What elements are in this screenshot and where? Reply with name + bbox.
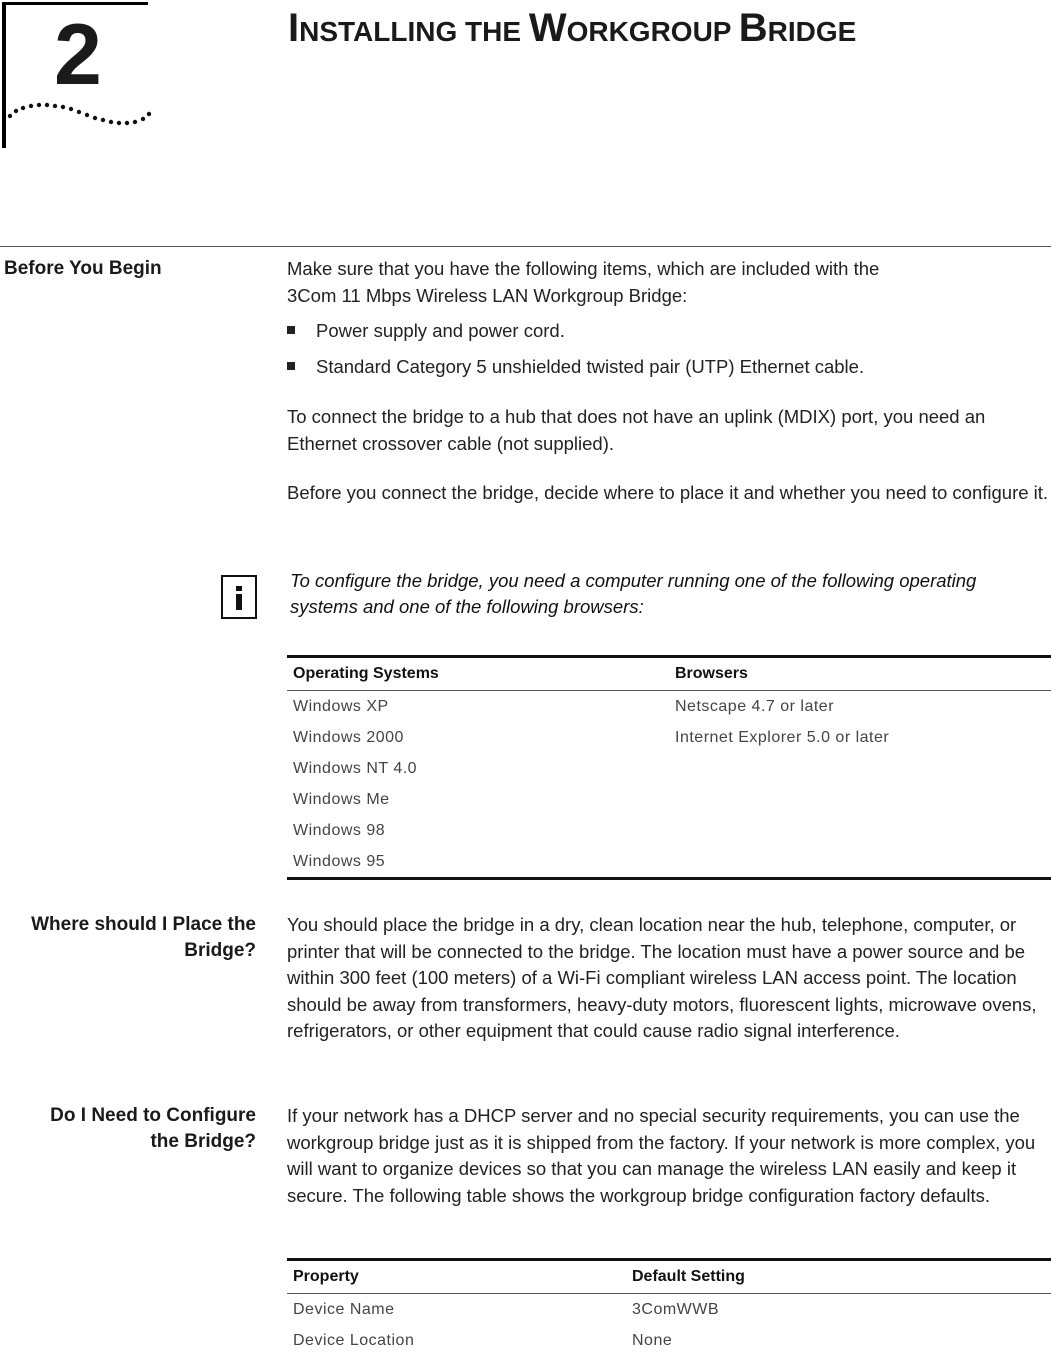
before-intro bbox=[287, 256, 1051, 309]
table-cell: Windows 95 bbox=[287, 846, 669, 879]
bullet-square-icon bbox=[287, 326, 295, 334]
table-cell bbox=[669, 846, 1051, 879]
chapter-title-part: I bbox=[288, 6, 300, 50]
bullet-square-icon bbox=[287, 362, 295, 370]
crossover-cable-paragraph: To connect the bridge to a hub that does not have an uplink (MDIX) port, you need an Ethernet crossover cable (not supplied). bbox=[287, 406, 986, 454]
table-cell: Device Name bbox=[293, 1300, 395, 1318]
placement-decision-paragraph: Before you connect the bridge, decide where to place it and whether you need to configure it. bbox=[287, 482, 1049, 503]
table-cell bbox=[669, 784, 1051, 815]
table-row bbox=[287, 753, 1051, 784]
chapter-title-part: NSTALLING THE bbox=[299, 16, 529, 47]
table-row bbox=[287, 722, 1051, 753]
table-header-row bbox=[287, 1260, 1051, 1294]
table-cell: 3ComWWB bbox=[632, 1300, 720, 1318]
heading-line: the Bridge? bbox=[150, 1131, 256, 1152]
bullet-item bbox=[287, 354, 864, 380]
chapter-title-part: ORKGROUP bbox=[566, 16, 739, 47]
heading-line: Do I Need to Configure bbox=[50, 1105, 256, 1126]
section-divider bbox=[0, 246, 1051, 247]
column-header: Browsers bbox=[669, 657, 1051, 691]
table-cell: Windows NT 4.0 bbox=[293, 759, 418, 777]
table-cell: Device Location bbox=[293, 1331, 415, 1349]
column-header: Default Setting bbox=[626, 1260, 1051, 1294]
configure-paragraph: If your network has a DHCP server and no special security requirements, you can use the workgroup bridge just as it is shipped from the factory. If your network is more complex, you will want to organize devices so that you can manage the wireless LAN easily and keep it secure. The following table shows the workgroup bridge configuration factory defaults. bbox=[287, 1105, 1036, 1206]
heading-where-to-place bbox=[0, 912, 256, 964]
chapter-title bbox=[288, 4, 856, 52]
table-row bbox=[287, 691, 1051, 723]
before-intro-line2: 3Com 11 Mbps Wireless LAN Workgroup Bridge: bbox=[287, 284, 688, 306]
heading-before-you-begin: Before You Begin bbox=[4, 258, 162, 279]
heading-line: Where should I Place the bbox=[31, 914, 256, 935]
table-cell bbox=[669, 753, 1051, 784]
placement-paragraph: You should place the bridge in a dry, clean location near the hub, telephone, computer, or printer that will be connected to the bridge. The location must have a power source and be within 300 feet (100 meters) of a Wi-Fi compliant wireless LAN access point. The location should be away from transformers, heavy-duty motors, fluorescent lights, microwave ovens, refrigerators, or other equipment that could cause radio signal interference. bbox=[287, 914, 1037, 1041]
table-cell: Windows 98 bbox=[293, 821, 386, 839]
table-cell: Windows 2000 bbox=[293, 728, 404, 746]
chapter-title-part: B bbox=[738, 6, 768, 50]
table-cell: None bbox=[632, 1331, 673, 1349]
info-icon bbox=[221, 575, 257, 619]
bullet-text: Power supply and power cord. bbox=[316, 320, 565, 341]
table-cell: Netscape 4.7 or later bbox=[675, 697, 835, 715]
table-row bbox=[287, 846, 1051, 879]
table-row bbox=[287, 1325, 1051, 1356]
heading-configure bbox=[0, 1103, 256, 1155]
note-text: To configure the bridge, you need a computer running one of the following operating systems and one of the following browsers: bbox=[290, 570, 977, 617]
chapter-title-part: RIDGE bbox=[767, 16, 857, 47]
table-row bbox=[287, 1294, 1051, 1326]
os-browser-table bbox=[287, 655, 1051, 880]
table-row bbox=[287, 815, 1051, 846]
column-header: Operating Systems bbox=[287, 657, 669, 691]
table-row bbox=[287, 784, 1051, 815]
heading-line: Bridge? bbox=[184, 940, 256, 961]
column-header: Property bbox=[287, 1260, 626, 1294]
table-header-row bbox=[287, 657, 1051, 691]
chapter-dots-decoration bbox=[6, 96, 156, 136]
factory-defaults-table bbox=[287, 1258, 1051, 1356]
bullet-item bbox=[287, 318, 565, 344]
chapter-box-top-border bbox=[2, 2, 148, 5]
table-cell: Windows Me bbox=[293, 790, 390, 808]
table-cell: Internet Explorer 5.0 or later bbox=[675, 728, 890, 746]
table-cell bbox=[669, 815, 1051, 846]
chapter-title-part: W bbox=[528, 6, 567, 50]
table-cell: Windows XP bbox=[293, 697, 389, 715]
bullet-text: Standard Category 5 unshielded twisted pair (UTP) Ethernet cable. bbox=[316, 356, 865, 377]
before-intro-line1: Make sure that you have the following items, which are included with the bbox=[287, 258, 880, 279]
chapter-number: 2 bbox=[54, 7, 102, 103]
